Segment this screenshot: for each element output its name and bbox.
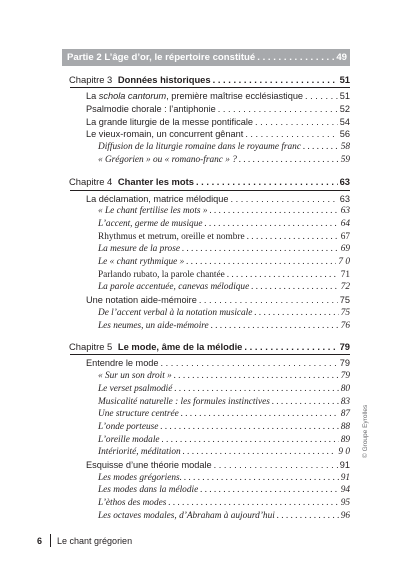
toc-subentry[interactable]: L’oreille modale . . . 89	[98, 435, 350, 448]
toc-subentry[interactable]: Rhythmus et metrum, oreille et nombre . . . 67	[98, 232, 350, 245]
toc-subentry[interactable]: Les neumes, un aide-mémoire . . . 76	[98, 321, 350, 334]
toc-subentry[interactable]: L’èthos des modes . . . 95	[98, 498, 350, 511]
toc-subentry[interactable]: « Grégorien » ou « romano-franc » ? . . . 59	[98, 155, 350, 168]
leader-dots	[160, 422, 338, 432]
part-label: Partie 2	[67, 52, 102, 63]
toc-entry[interactable]: Psalmodie chorale : l’antiphonie . . . 52	[86, 104, 350, 117]
leader-dots	[247, 232, 339, 242]
toc-entry[interactable]: Le vieux-romain, un concurrent gênant . . . 56	[86, 129, 350, 142]
leader-dots	[305, 91, 338, 101]
leader-dots	[214, 460, 338, 470]
divider	[50, 534, 51, 547]
toc-subentry[interactable]: La parole accentuée, canevas mélodique . . . 72	[98, 282, 350, 295]
leader-dots	[181, 409, 339, 419]
leader-dots	[230, 194, 337, 204]
running-title: Le chant grégorien	[57, 536, 133, 546]
toc-subentry[interactable]: L’accent, germe de musique . . . 64	[98, 219, 350, 232]
chapter-heading[interactable]	[69, 71, 350, 87]
table-of-contents	[62, 49, 350, 524]
toc-entry[interactable]: Une notation aide-mémoire . . . 75	[86, 295, 350, 308]
part-title: L’âge d’or, le répertoire constitué	[104, 52, 256, 63]
leader-dots	[182, 244, 339, 254]
leader-dots	[272, 397, 339, 407]
leader-dots	[244, 341, 337, 352]
toc-entry[interactable]: La déclamation, matrice mélodique . . . 63	[86, 194, 350, 207]
leader-dots	[213, 74, 338, 85]
chapter-title: Données historiques	[117, 73, 211, 85]
chapter-page: 79	[339, 340, 350, 352]
chapter-label: Chapitre 4	[69, 176, 113, 188]
leader-dots	[254, 308, 338, 318]
leader-dots	[239, 155, 339, 165]
toc-subentry[interactable]: Les octaves modales, d’Abraham à aujourd’hui . . . 96	[98, 511, 350, 524]
toc-subentry[interactable]: « Le chant fertilise les mots » . . . 63	[98, 206, 350, 219]
leader-dots	[161, 358, 338, 368]
toc-subentry[interactable]: De l’accent verbal à la notation musicale . . . 75	[98, 308, 350, 321]
leader-dots	[186, 257, 336, 267]
toc-subentry[interactable]: Musicalité naturelle : les formules instinctives . . . 83	[98, 397, 350, 410]
chapter-label: Chapitre 3	[69, 73, 113, 85]
toc-entry[interactable]: La grande liturgie de la messe pontificale . . . 54	[86, 117, 350, 130]
chapter-title: Le mode, âme de la mélodie	[117, 340, 243, 352]
toc-subentry[interactable]: Le « chant rythmique » . . . 7 0	[98, 257, 350, 270]
leader-dots	[199, 295, 338, 305]
toc-subentry[interactable]: Intériorité, méditation . . . 9 0	[98, 447, 350, 460]
chapter-page: 63	[339, 176, 350, 188]
part-heading[interactable]	[62, 49, 350, 66]
page-number: 6	[37, 536, 43, 546]
page-footer	[37, 534, 132, 547]
toc-subentry[interactable]: « Sur un son droit » . . . 79	[98, 371, 350, 384]
leader-dots	[183, 447, 337, 457]
toc-subentry[interactable]: Parlando rubato, la parole chantée . . . 71	[98, 270, 350, 283]
toc-subentry[interactable]: Le verset psalmodié . . . 80	[98, 384, 350, 397]
leader-dots	[227, 270, 339, 280]
leader-dots	[210, 206, 339, 216]
leader-dots	[251, 282, 339, 292]
chapter-heading[interactable]	[69, 174, 350, 190]
leader-dots	[174, 384, 338, 394]
copyright-credit: © Groupe Eyrolles	[362, 404, 369, 458]
chapter-page: 51	[339, 73, 350, 85]
toc-subentry[interactable]: La mesure de la prose . . . 69	[98, 244, 350, 257]
chapter-label: Chapitre 5	[69, 340, 113, 352]
toc-subentry[interactable]: L’onde porteuse . . . 88	[98, 422, 350, 435]
leader-dots	[277, 511, 339, 521]
toc-subentry[interactable]: Une structure centrée . . . 87	[98, 409, 350, 422]
leader-dots	[204, 219, 338, 229]
leader-dots	[174, 371, 339, 381]
leader-dots	[211, 321, 339, 331]
leader-dots	[184, 473, 339, 483]
toc-subentry[interactable]: Diffusion de la liturgie romaine dans le royaume franc . . . 58	[98, 142, 350, 155]
leader-dots	[245, 129, 337, 139]
leader-dots	[168, 498, 338, 508]
leader-dots	[200, 485, 339, 495]
toc-entry[interactable]: La schola cantorum, première maîtrise ecclésiastique . . . 51	[86, 91, 350, 104]
chapter-title: Chanter les mots	[117, 176, 194, 188]
leader-dots	[257, 52, 334, 63]
leader-dots	[218, 104, 338, 114]
leader-dots	[255, 117, 338, 127]
leader-dots	[162, 435, 339, 445]
toc-entry[interactable]: Entendre le mode . . . 79	[86, 358, 350, 371]
chapter-heading[interactable]	[69, 338, 350, 354]
toc-subentry[interactable]: Les modes grégoriens. . . . 91	[98, 473, 350, 486]
leader-dots	[303, 142, 339, 152]
part-page: 49	[336, 52, 347, 63]
toc-subentry[interactable]: Les modes dans la mélodie . . . 94	[98, 485, 350, 498]
leader-dots	[196, 176, 338, 187]
toc-entry[interactable]: Esquisse d’une théorie modale . . . 91	[86, 460, 350, 473]
